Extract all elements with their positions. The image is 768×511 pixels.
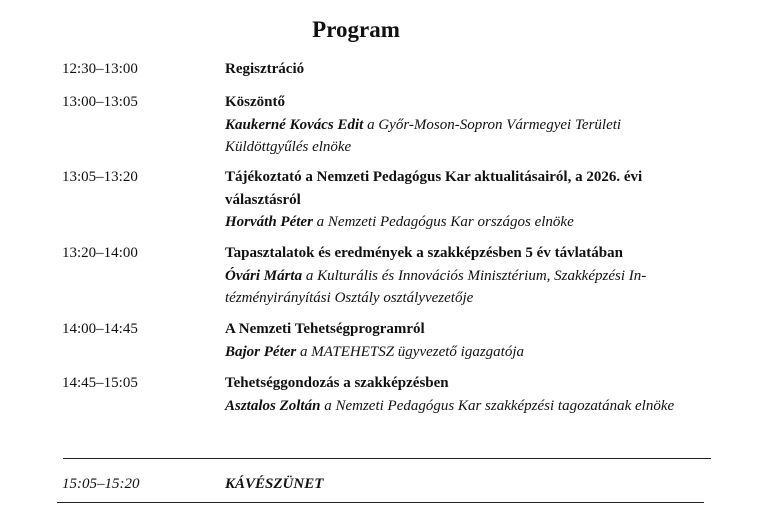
speaker-name: Horváth Péter (225, 214, 313, 230)
speaker-role: a Nemzeti Pedagógus Kar szakképzési tagozatának elnöke (320, 397, 675, 414)
item-content (225, 372, 695, 417)
speaker-name: Bajor Péter (225, 343, 297, 360)
speaker-name: Kaukerné Kovács Edit (225, 116, 364, 133)
item-time: 13:20–14:00 (62, 245, 138, 261)
item-topic: Regisztráció (225, 61, 305, 77)
speaker-name: Asztalos Zoltán (225, 397, 321, 414)
item-topic: Tapasztalatok és eredmények a szakképzésben 5 év távlatában (225, 245, 623, 261)
item-time: 14:00–14:45 (62, 321, 138, 337)
speaker-role: a MATEHETSZ ügyvezető igazgatója (296, 343, 525, 360)
speaker-line (225, 211, 705, 234)
item-topic: Tehetséggondozás a szakképzésben (225, 375, 449, 391)
item-content (225, 242, 707, 310)
item-time: 12:30–13:00 (62, 61, 138, 77)
speaker-role: a Győr-Moson-Sopron Vármegyei Területi Küldöttgyűlés elnöke (225, 116, 622, 155)
speaker-line (225, 395, 695, 418)
speaker-role: a Kulturális és Innovációs Minisztérium, Szakképzési In-tézményirányítási Osztály osztályvezetője (225, 267, 647, 306)
page-title: Program (312, 17, 400, 42)
speaker-line (225, 114, 685, 159)
divider-bottom (57, 502, 704, 503)
speaker-line (225, 341, 705, 364)
item-content (225, 91, 685, 159)
item-topic: Tájékoztató a Nemzeti Pedagógus Kar aktualitásairól, a 2026. évi választásról (225, 169, 643, 208)
item-content (225, 58, 705, 81)
item-time: 13:05–13:20 (62, 169, 138, 185)
speaker-name: Óvári Márta (225, 267, 303, 284)
divider-top (63, 458, 711, 459)
speaker-line (225, 265, 707, 310)
item-time: 14:45–15:05 (62, 375, 138, 391)
item-time: 13:00–13:05 (62, 94, 138, 110)
break-label: KÁVÉSZÜNET (225, 476, 324, 492)
item-topic: A Nemzeti Tehetségprogramról (225, 321, 425, 337)
item-content (225, 166, 705, 234)
break-time: 15:05–15:20 (62, 476, 140, 492)
item-topic: Köszöntő (225, 94, 285, 110)
item-content (225, 318, 705, 363)
speaker-role: a Nemzeti Pedagógus Kar országos elnöke (312, 214, 574, 230)
break-content (225, 473, 705, 496)
